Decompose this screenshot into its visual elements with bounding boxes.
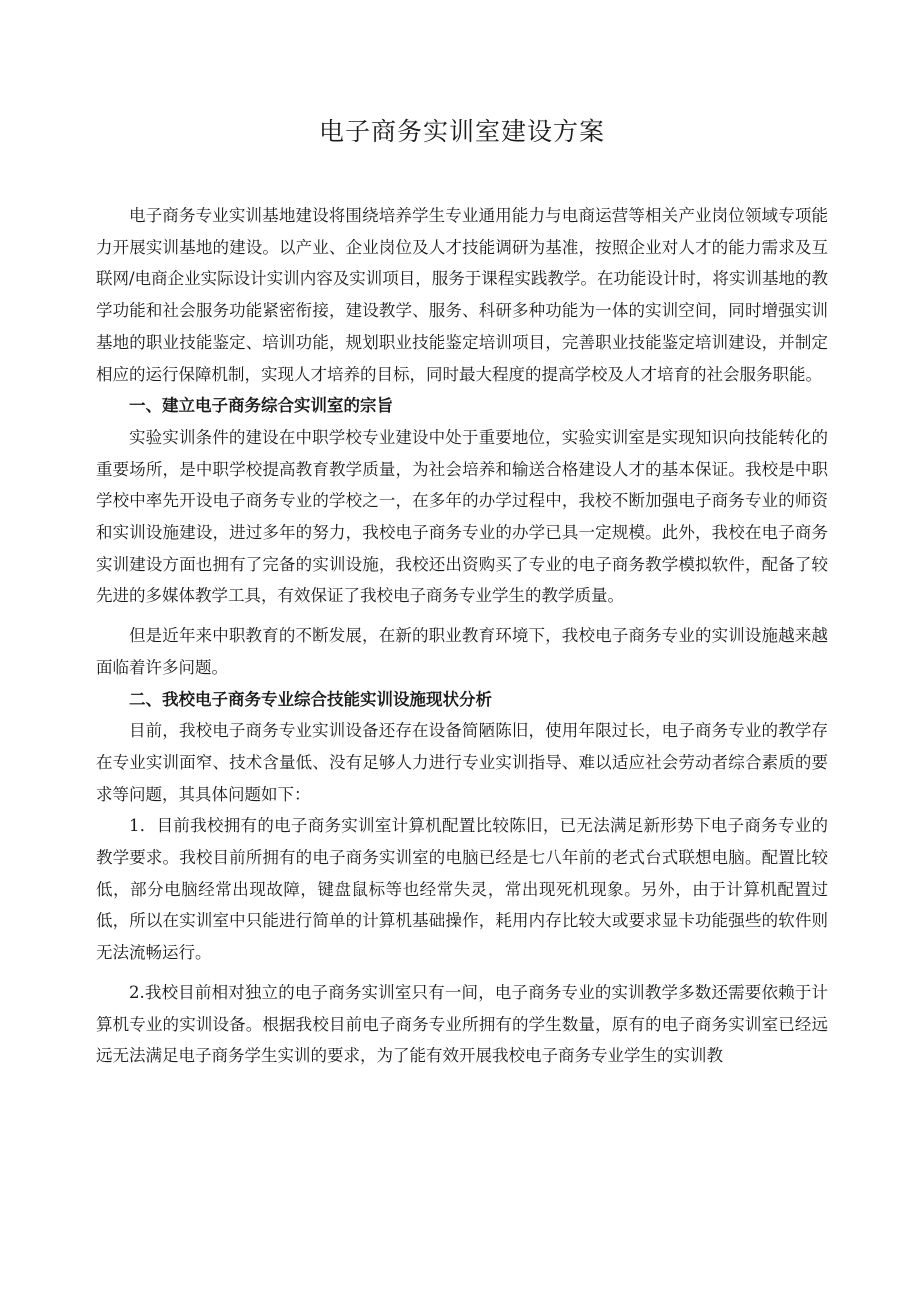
section-1-paragraph-2: 但是近年来中职教育的不断发展，在新的职业教育环境下，我校电子商务专业的实训设施越来越面临着许多问题。 [96,626,828,677]
section-2-paragraph-1: 目前，我校电子商务专业实训设备还存在设备简陋陈旧，使用年限过长，电子商务专业的教学存在专业实训面窄、技术含量低、没有足够人力进行专业实训指导、难以适应社会劳动者综合素质的要求等问题，其具体问题如下： [96,721,828,804]
page-title: 电子商务实训室建设方案 [318,117,605,146]
section-1-paragraph-1: 实验实训条件的建设在中职学校专业建设中处于重要地位，实验实训室是实现知识向技能转化的重要场所，是中职学校提高教育教学质量，为社会培养和输送合格建设人才的基本保证。我校是中职学校中率先开设电子商务专业的学校之一，在多年的办学过程中，我校不断加强电子商务专业的师资和实训设施建设，进过多年的努力，我校电子商务专业的办学已具一定规模。此外，我校在电子商务实训建设方面也拥有了完备的实训设施，我校还出资购买了专业的电子商务教学模拟软件，配备了较先进的多媒体教学工具，有效保证了我校电子商务专业学生的教学质量。 [96,427,828,606]
intro-paragraph: 电子商务专业实训基地建设将围绕培养学生专业通用能力与电商运营等相关产业岗位领域专项能力开展实训基地的建设。以产业、企业岗位及人才技能调研为基准，按照企业对人才的能力需求及互联网/电商企业实际设计实训内容及实训项目，服务于课程实践教学。在功能设计时，将实训基地的教学功能和社会服务功能紧密衔接，建设教学、服务、科研多种功能为一体的实训空间，同时增强实训基地的职业技能鉴定、培训功能，规划职业技能鉴定培训项目，完善职业技能鉴定培训建设，并制定相应的运行保障机制，实现人才培养的目标，同时最大程度的提高学校及人才培育的社会服务职能。 [96,206,828,384]
section-1-heading: 一、建立电子商务综合实训室的宗旨 [129,396,393,416]
section-2-heading: 二、我校电子商务专业综合技能实训设施现状分析 [129,689,492,709]
document-body [96,200,828,1072]
section-2-list-item-2: 2.我校目前相对独立的电子商务实训室只有一间，电子商务专业的实训教学多数还需要依赖于计算机专业的实训设备。根据我校目前电子商务专业所拥有的学生数量，原有的电子商务实训室已经远远无法满足电子商务学生实训的要求，为了能有效开展我校电子商务专业学生的实训教 [96,982,828,1066]
section-2-list-item-1: 1．目前我校拥有的电子商务实训室计算机配置比较陈旧，已无法满足新形势下电子商务专业的教学要求。我校目前所拥有的电子商务实训室的电脑已经是七八年前的老式台式联想电脑。配置比较低，部分电脑经常出现故障，键盘鼠标等也经常失灵，常出现死机现象。另外，由于计算机配置过低，所以在实训室中只能进行简单的计算机基础操作，耗用内存比较大或要求显卡功能强些的软件则无法流畅运行。 [96,816,828,963]
